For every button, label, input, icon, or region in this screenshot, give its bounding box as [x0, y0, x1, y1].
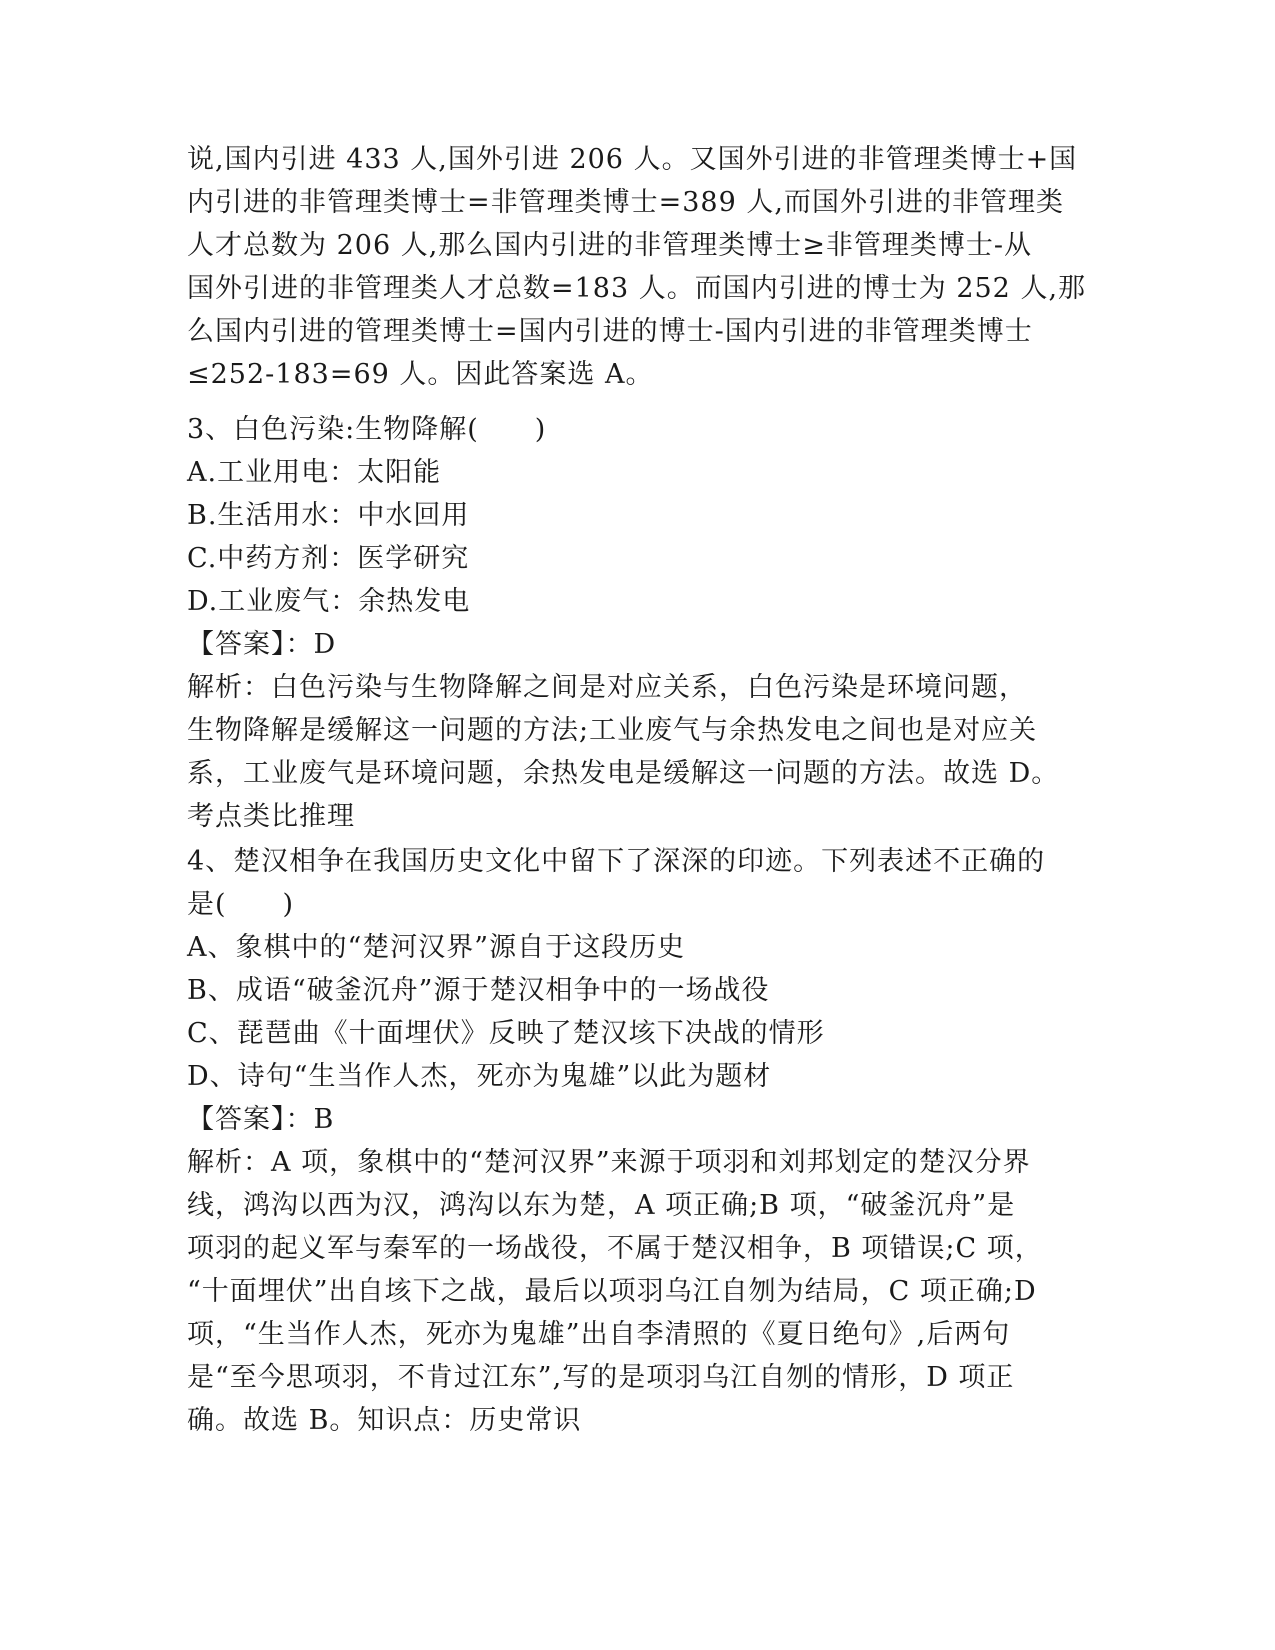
analysis-line: ≤252-183=69 人。因此答案选 A。 — [187, 359, 654, 390]
option-b: B、成语“破釜沉舟”源于楚汉相争中的一场战役 — [187, 975, 770, 1006]
analysis-line: 解析：A 项，象棋中的“楚河汉界”来源于项羽和刘邦划定的楚汉分界 — [187, 1147, 1031, 1178]
analysis-line: 项羽的起义军与秦军的一场战役，不属于楚汉相争，B 项错误;C 项， — [187, 1233, 1043, 1264]
knowledge-point: 考点类比推理 — [187, 801, 355, 832]
analysis-line: 内引进的非管理类博士=非管理类博士=389 人,而国外引进的非管理类 — [187, 187, 1064, 218]
option-a: A、象棋中的“楚河汉界”源自于这段历史 — [187, 932, 686, 963]
question-stem: 3、白色污染:生物降解( ) — [187, 414, 547, 445]
question-stem: 4、楚汉相争在我国历史文化中留下了深深的印迹。下列表述不正确的 — [187, 846, 1046, 877]
option-d: D.工业废气：余热发电 — [187, 586, 471, 617]
analysis-line: 么国内引进的管理类博士=国内引进的博士-国内引进的非管理类博士 — [187, 316, 1033, 347]
option-a: A.工业用电：太阳能 — [187, 457, 442, 488]
question-3 — [187, 408, 1087, 838]
option-b: B.生活用水：中水回用 — [187, 500, 470, 531]
option-c: C、琵琶曲《十面埋伏》反映了楚汉垓下决战的情形 — [187, 1018, 825, 1049]
analysis-line: 是“至今思项羽，不肯过江东”,写的是项羽乌江自刎的情形，D 项正 — [187, 1362, 1015, 1393]
analysis-line: 线，鸿沟以西为汉，鸿沟以东为楚，A 项正确;B 项，“破釜沉舟”是 — [187, 1190, 1016, 1221]
analysis-line: 国外引进的非管理类人才总数=183 人。而国内引进的博士为 252 人,那 — [187, 273, 1087, 304]
analysis-line: 说,国内引进 433 人,国外引进 206 人。又国外引进的非管理类博士+国 — [187, 144, 1078, 175]
question-4 — [187, 840, 1087, 1442]
answer-label: 【答案】：D — [187, 629, 337, 660]
analysis-line: 项，“生当作人杰，死亦为鬼雄”出自李清照的《夏日绝句》,后两句 — [187, 1319, 1011, 1350]
answer-label: 【答案】：B — [187, 1104, 335, 1135]
question-stem: 是( ) — [187, 889, 295, 920]
analysis-line: 解析：白色污染与生物降解之间是对应关系，白色污染是环境问题， — [187, 672, 1027, 703]
knowledge-point: 确。故选 B。知识点：历史常识 — [187, 1405, 582, 1436]
previous-analysis — [187, 138, 1087, 396]
analysis-line: 生物降解是缓解这一问题的方法;工业废气与余热发电之间也是对应关 — [187, 715, 1038, 746]
option-d: D、诗句“生当作人杰，死亦为鬼雄”以此为题材 — [187, 1061, 772, 1092]
analysis-line: “十面埋伏”出自垓下之战，最后以项羽乌江自刎为结局，C 项正确;D — [187, 1276, 1037, 1307]
option-c: C.中药方剂：医学研究 — [187, 543, 470, 574]
analysis-line: 人才总数为 206 人,那么国内引进的非管理类博士≥非管理类博士-从 — [187, 230, 1033, 261]
analysis-line: 系，工业废气是环境问题，余热发电是缓解这一问题的方法。故选 D。 — [187, 758, 1060, 789]
